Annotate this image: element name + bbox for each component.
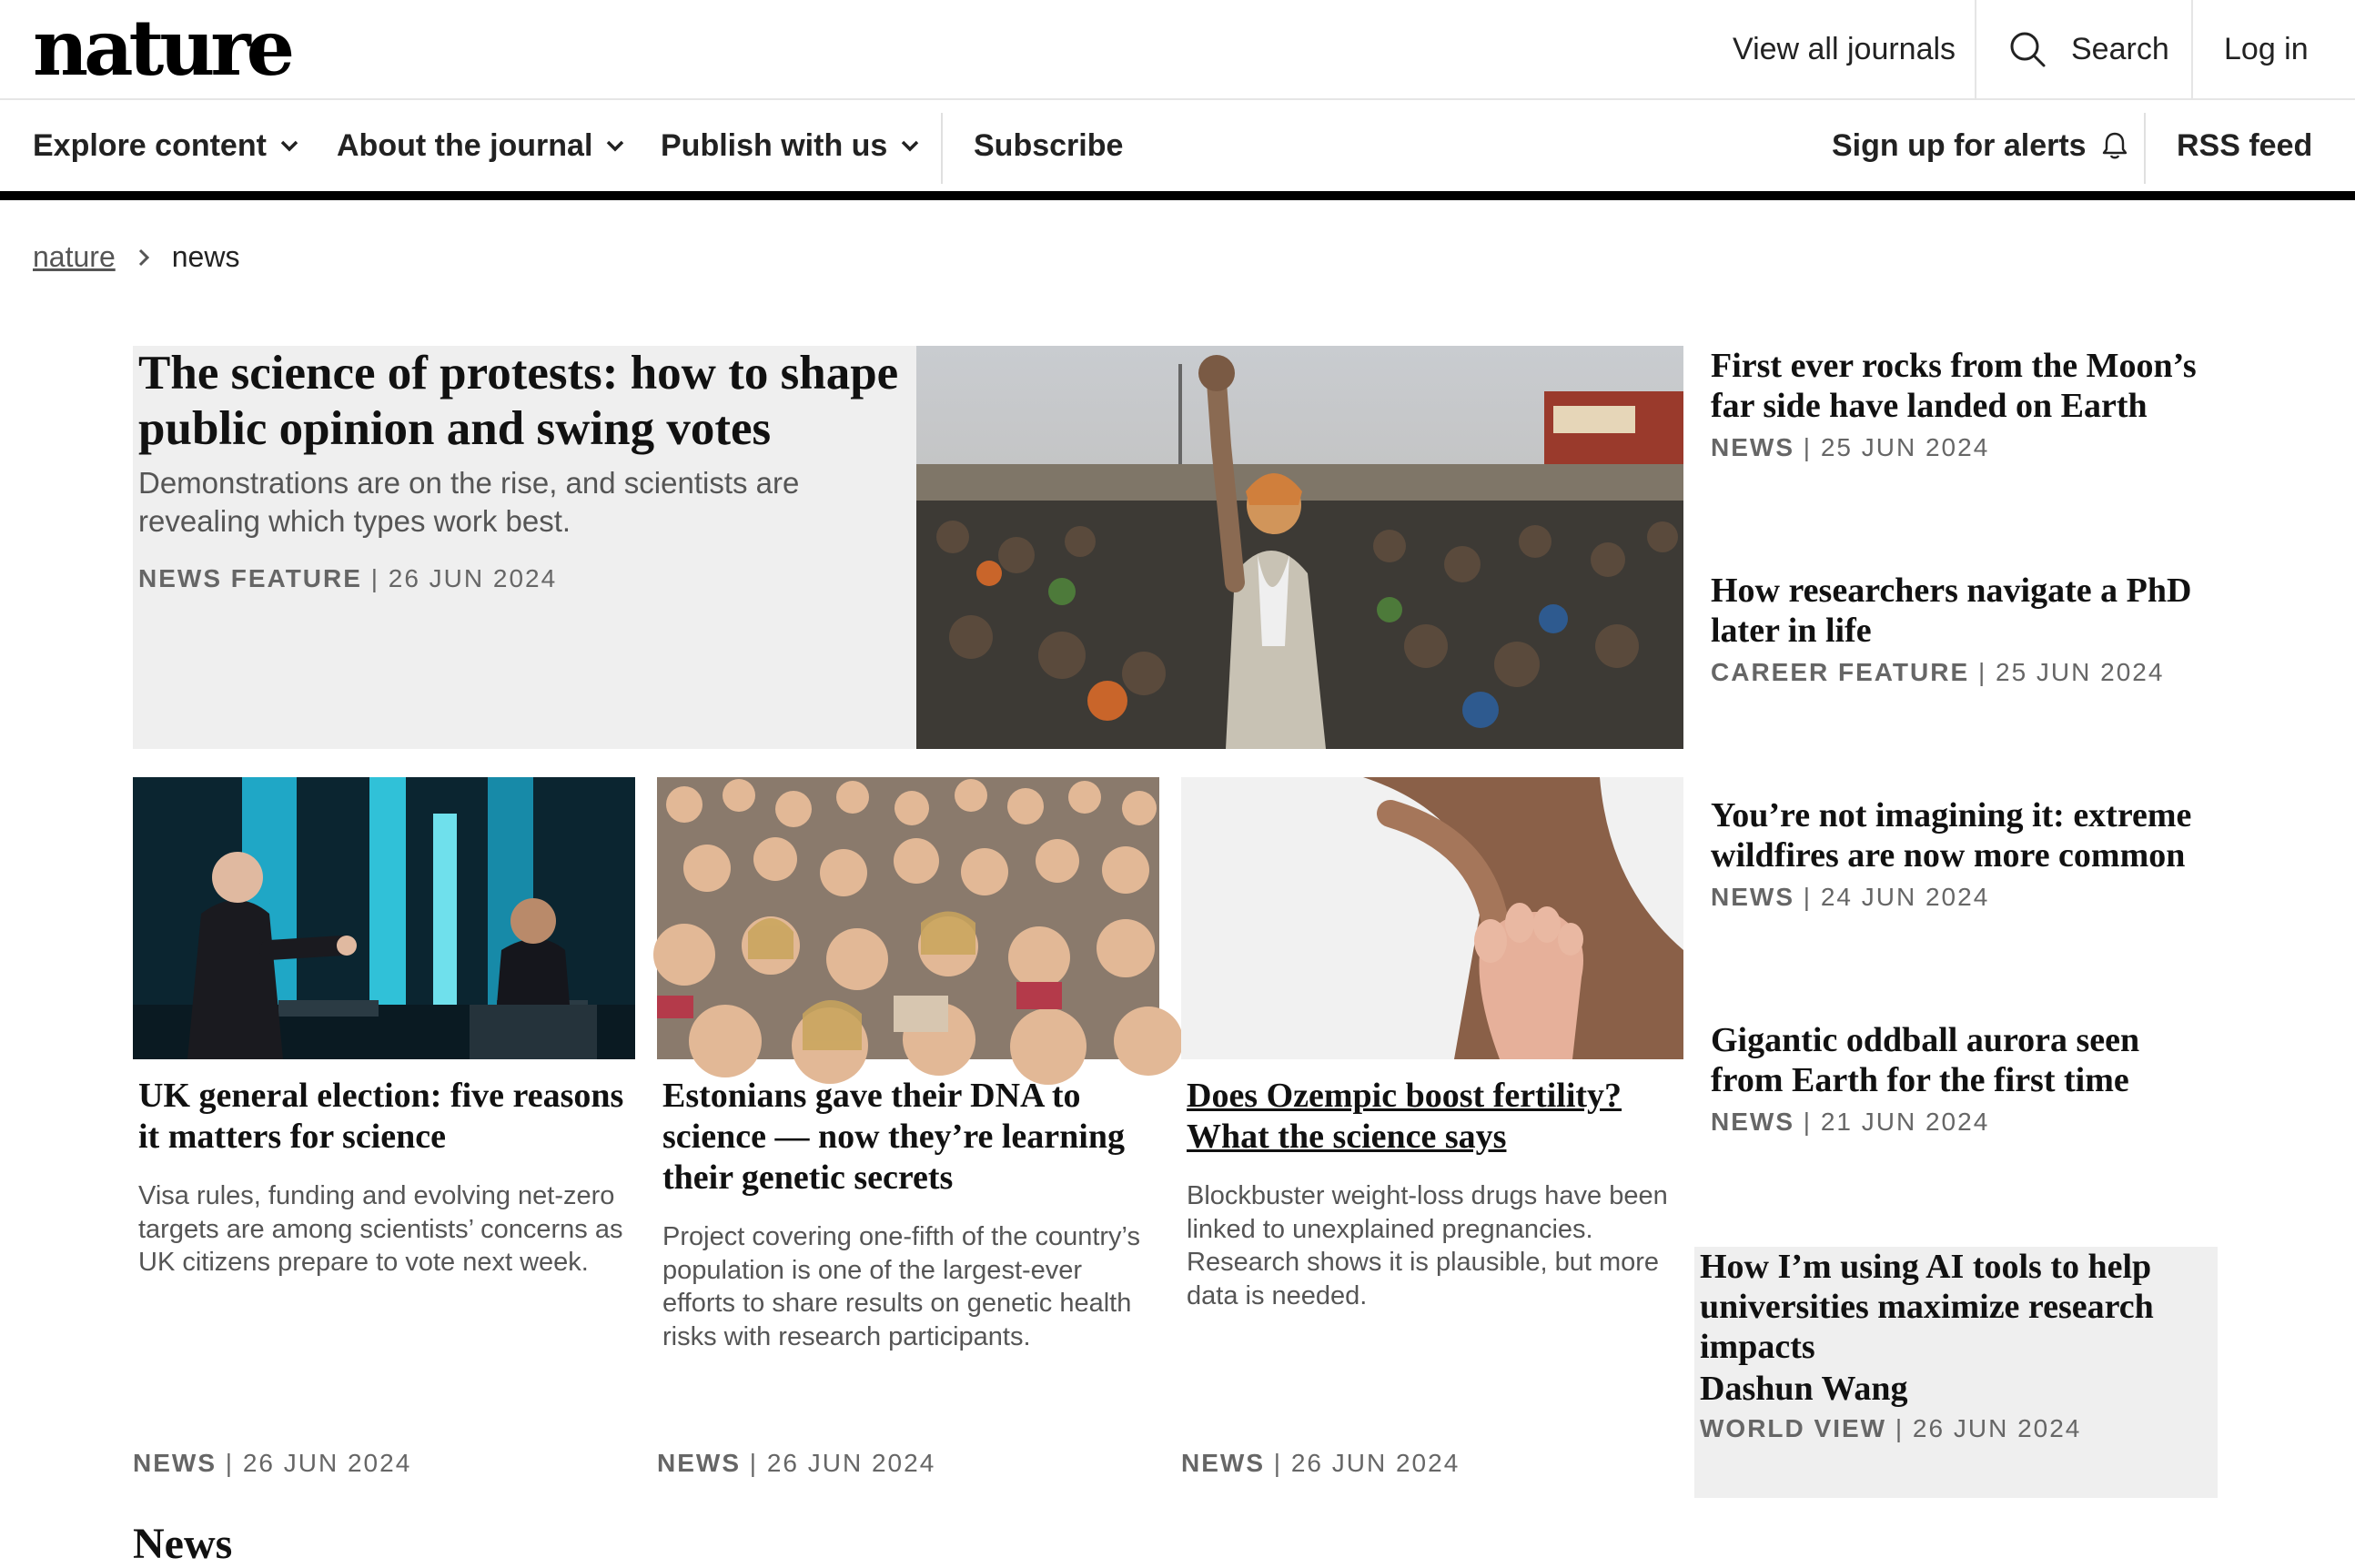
explore-content-menu[interactable] xyxy=(33,100,299,191)
publish-with-us-menu[interactable] xyxy=(661,100,920,191)
breadcrumb-root-link[interactable]: nature xyxy=(33,240,116,273)
story-title[interactable]: Does Ozempic boost fertility? What the science says xyxy=(1187,1077,1622,1156)
nav-divider xyxy=(941,113,943,184)
article-date: | 21 JUN 2024 xyxy=(1803,1108,1990,1136)
sidebar-story-title[interactable]: Gigantic oddball aurora seen from Earth for the first time xyxy=(1711,1021,2140,1099)
chevron-down-icon xyxy=(900,136,920,156)
article-type: WORLD VIEW xyxy=(1700,1414,1887,1442)
article-type: NEWS xyxy=(1181,1449,1265,1477)
sign-up-alerts-label: Sign up for alerts xyxy=(1832,127,2087,163)
explore-content-label: Explore content xyxy=(33,127,267,163)
protest-photo xyxy=(916,346,1683,749)
story-title[interactable]: UK general election: five reasons it matters for science xyxy=(138,1077,624,1156)
sidebar-story[interactable] xyxy=(1711,571,2220,687)
world-view-author: Dashun Wang xyxy=(1700,1370,1908,1408)
story-meta xyxy=(657,1449,935,1478)
article-type: NEWS xyxy=(133,1449,217,1477)
article-type: NEWS FEATURE xyxy=(138,564,362,592)
main-nav xyxy=(0,100,2355,200)
hero-meta xyxy=(138,564,903,593)
sidebar-story-title[interactable]: First ever rocks from the Moon’s far side have landed on Earth xyxy=(1711,347,2197,425)
article-date: | 26 JUN 2024 xyxy=(1273,1449,1461,1477)
sidebar-story-meta xyxy=(1711,433,2220,462)
story-standfirst: Project covering one-fifth of the country’s population is one of the largest-ever efforts to share results on genetic health risks with research participants. xyxy=(662,1222,1140,1351)
header-divider xyxy=(2191,0,2193,98)
hero-title[interactable]: The science of protests: how to shape public opinion and swing votes xyxy=(138,347,899,455)
story-standfirst: Visa rules, funding and evolving net-zero targets are among scientists’ concerns as UK citizens prepare to vote next week. xyxy=(138,1181,623,1277)
nav-divider xyxy=(2144,113,2146,184)
estonia-image[interactable] xyxy=(657,777,1159,1059)
story-card[interactable] xyxy=(657,777,1159,1477)
subscribe-link[interactable]: Subscribe xyxy=(974,127,1124,163)
news-section-heading: News xyxy=(133,1520,233,1568)
nature-logo[interactable]: nature xyxy=(33,3,291,93)
article-type: NEWS xyxy=(1711,1108,1794,1136)
sidebar-story[interactable] xyxy=(1711,795,2220,912)
ozempic-image[interactable] xyxy=(1181,777,1683,1059)
article-date: | 26 JUN 2024 xyxy=(225,1449,412,1477)
sign-up-alerts-link[interactable] xyxy=(1832,100,2130,191)
election-debate-photo xyxy=(133,777,635,1059)
baby-hand-photo xyxy=(1181,777,1683,1059)
sidebar-story-meta xyxy=(1711,1108,2220,1137)
article-date: | 26 JUN 2024 xyxy=(749,1449,936,1477)
world-view-title[interactable]: How I’m using AI tools to help universities maximize research impacts xyxy=(1700,1248,2154,1366)
article-date: | 25 JUN 2024 xyxy=(1803,433,1990,461)
chevron-down-icon xyxy=(605,136,625,156)
hero-standfirst: Demonstrations are on the rise, and scientists are revealing which types work best. xyxy=(138,466,800,538)
story-card[interactable] xyxy=(1181,777,1683,1477)
bell-icon xyxy=(2099,130,2130,161)
hero-image[interactable] xyxy=(916,346,1683,749)
login-link[interactable]: Log in xyxy=(2224,31,2309,66)
world-view-card[interactable] xyxy=(1694,1247,2218,1498)
story-meta xyxy=(1181,1449,1460,1478)
about-journal-label: About the journal xyxy=(337,127,593,163)
article-date: | 25 JUN 2024 xyxy=(1977,658,2165,686)
article-type: NEWS xyxy=(1711,433,1794,461)
view-all-journals-link[interactable]: View all journals xyxy=(1733,31,1956,66)
story-title[interactable]: Estonians gave their DNA to science — now they’re learning their genetic secrets xyxy=(662,1077,1125,1197)
publish-with-us-label: Publish with us xyxy=(661,127,888,163)
hero-story[interactable] xyxy=(133,346,1683,749)
sidebar-story-meta xyxy=(1711,883,2220,912)
about-journal-menu[interactable] xyxy=(337,100,625,191)
chevron-down-icon xyxy=(279,136,299,156)
sidebar-story-title[interactable]: You’re not imagining it: extreme wildfires are now more common xyxy=(1711,796,2192,875)
article-date: | 26 JUN 2024 xyxy=(1895,1414,2082,1442)
story-meta xyxy=(133,1449,411,1478)
rss-feed-link[interactable]: RSS feed xyxy=(2177,127,2313,163)
world-view-meta xyxy=(1700,1414,2212,1443)
article-date: | 26 JUN 2024 xyxy=(370,564,558,592)
sidebar-story-meta xyxy=(1711,658,2220,687)
breadcrumb-current: news xyxy=(171,240,240,273)
sidebar-story[interactable] xyxy=(1711,1020,2220,1137)
story-card[interactable] xyxy=(133,777,635,1477)
crowd-photo xyxy=(657,777,1159,1059)
election-image[interactable] xyxy=(133,777,635,1059)
chevron-right-icon xyxy=(136,247,152,268)
article-type: CAREER FEATURE xyxy=(1711,658,1970,686)
article-type: NEWS xyxy=(657,1449,741,1477)
article-date: | 24 JUN 2024 xyxy=(1803,883,1990,911)
sidebar-story[interactable] xyxy=(1711,346,2220,462)
breadcrumb xyxy=(33,240,239,274)
hero-text xyxy=(138,346,903,593)
sidebar-story-title[interactable]: How researchers navigate a PhD later in life xyxy=(1711,572,2192,650)
story-standfirst: Blockbuster weight-loss drugs have been linked to unexplained pregnancies. Research shows it is plausible, but more data is needed. xyxy=(1187,1181,1668,1310)
search-button[interactable] xyxy=(2007,0,2169,98)
site-header xyxy=(0,0,2355,100)
search-label: Search xyxy=(2071,31,2169,66)
header-divider xyxy=(1975,0,1976,98)
article-type: NEWS xyxy=(1711,883,1794,911)
search-icon xyxy=(2007,29,2047,69)
